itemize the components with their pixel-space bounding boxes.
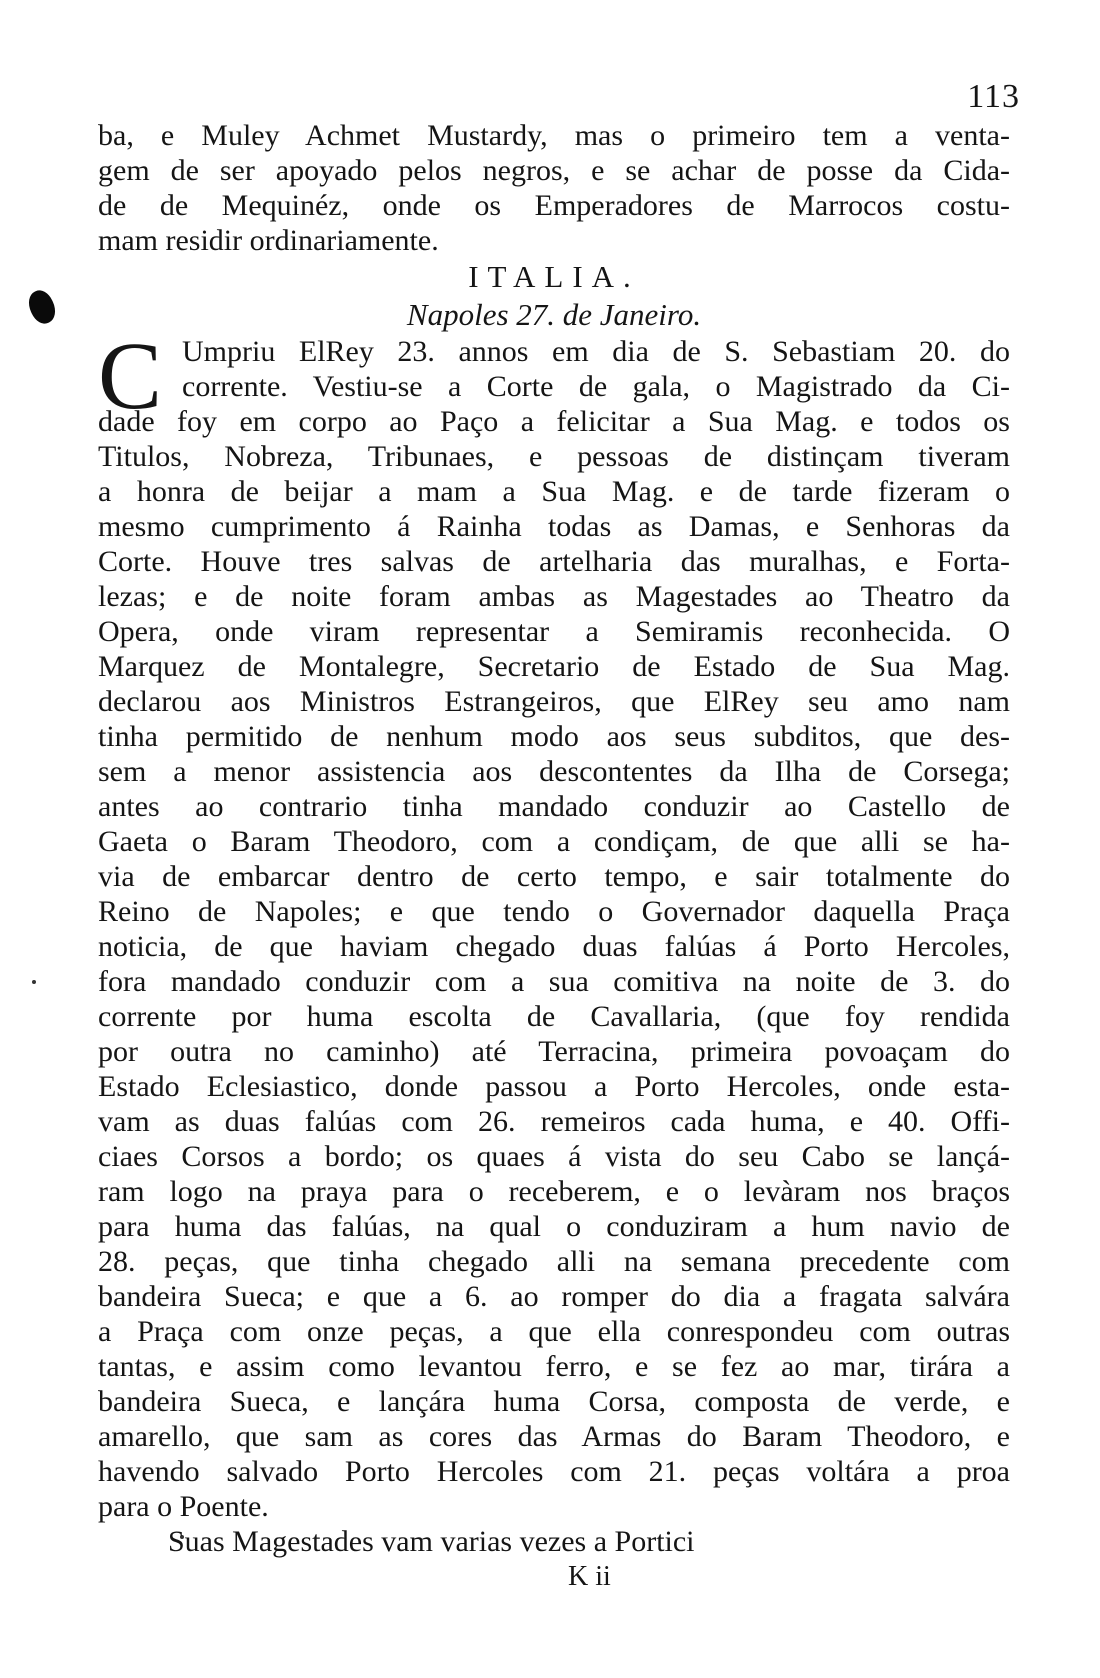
text-line: Titulos, Nobreza, Tribunaes, e pessoas de distinçam tiveram: [98, 440, 1010, 473]
text-line: de de Mequinéz, onde os Emperadores de Marrocos costu-: [98, 189, 1010, 222]
text-line: Marquez de Montalegre, Secretario de Estado de Sua Mag.: [98, 650, 1010, 683]
text-line: bandeira Sueca; e que a 6. ao romper do dia a fragata salvára: [98, 1280, 1010, 1313]
text-line: tantas, e assim como levantou ferro, e se fez ao mar, tirára a: [98, 1350, 1010, 1383]
text-line: 28. peças, que tinha chegado alli na semana precedente com: [98, 1245, 1010, 1278]
text-line: ciaes Corsos a bordo; os quaes á vista do seu Cabo se lançá-: [98, 1140, 1010, 1173]
text-line: para o Poente.: [98, 1490, 269, 1523]
text-line: tinha permitido de nenhum modo aos seus subditos, que des-: [98, 720, 1010, 753]
text-line: mam residir ordinariamente.: [98, 224, 439, 257]
text-line: Gaeta o Baram Theodoro, com a condiçam, de que alli se ha-: [98, 825, 1010, 858]
text-line: havendo salvado Porto Hercoles com 21. peças voltára a proa: [98, 1455, 1010, 1488]
text-line: Estado Eclesiastico, donde passou a Porto Hercoles, onde esta-: [98, 1070, 1010, 1103]
text-line: declarou aos Ministros Estrangeiros, que ElRey seu amo nam: [98, 685, 1010, 718]
text-line: dade foy em corpo ao Paço a felicitar a Sua Mag. e todos os: [98, 405, 1010, 438]
text-line: noticia, de que haviam chegado duas falúas á Porto Hercoles,: [98, 930, 1010, 963]
text-line: Corte. Houve tres salvas de artelharia das muralhas, e Forta-: [98, 545, 1010, 578]
page-number: 113: [967, 78, 1020, 115]
text-line: corrente. Vestiu-se a Corte de gala, o Magistrado da Ci-: [182, 370, 1010, 403]
ink-dot: [32, 980, 36, 984]
text-line: por outra no caminho) até Terracina, primeira povoaçam do: [98, 1035, 1010, 1068]
text-line: vam as duas falúas com 26. remeiros cada huma, e 40. Offi-: [98, 1105, 1010, 1138]
text-line: a Praça com onze peças, a que ella conrespondeu com outras: [98, 1315, 1010, 1348]
text-line: lezas; e de noite foram ambas as Magestades ao Theatro da: [98, 580, 1010, 613]
text-line: gem de ser apoyado pelos negros, e se achar de posse da Cida-: [98, 154, 1010, 187]
dateline: Napoles 27. de Janeiro.: [406, 297, 702, 332]
text-line: via de embarcar dentro de certo tempo, e sair totalmente do: [98, 860, 1010, 893]
text-line: mesmo cumprimento á Rainha todas as Damas, e Senhoras da: [98, 510, 1010, 543]
text-line: corrente por huma escolta de Cavallaria, (que foy rendida: [98, 1000, 1010, 1033]
text-line: a honra de beijar a mam a Sua Mag. e de tarde fizeram o: [98, 475, 1010, 508]
page-body: [98, 118, 1010, 1595]
text-line: bandeira Sueca, e lançára huma Corsa, composta de verde, e: [98, 1385, 1010, 1418]
signature-mark: K ii: [568, 1561, 611, 1592]
text-line: Opera, onde viram representar a Semiramis reconhecida. O: [98, 615, 1010, 648]
text-line-final: Suas Magestades vam varias vezes a Portici: [168, 1525, 695, 1558]
text-line: antes ao contrario tinha mandado conduzir ao Castello de: [98, 790, 1010, 823]
section-heading: ITALIA.: [468, 259, 640, 294]
drop-cap: C: [98, 322, 163, 429]
paragraph-morocco: [98, 118, 1010, 258]
text-line: Umpriu ElRey 23. annos em dia de S. Sebastiam 20. do: [182, 335, 1010, 368]
text-line: amarello, que sam as cores das Armas do Baram Theodoro, e: [98, 1420, 1010, 1453]
text-line: ba, e Muley Achmet Mustardy, mas o primeiro tem a venta-: [98, 119, 1010, 152]
text-line: fora mandado conduzir com a sua comitiva na noite de 3. do: [98, 965, 1010, 998]
ink-blot: [24, 287, 60, 328]
text-line: para huma das falúas, na qual o conduziram a hum navio de: [98, 1210, 1010, 1243]
text-line: ram logo na praya para o receberem, e o levàram nos braços: [98, 1175, 1010, 1208]
text-line: Reino de Napoles; e que tendo o Governador daquella Praça: [98, 895, 1010, 928]
text-line: sem a menor assistencia aos descontentes da Ilha de Corsega;: [98, 755, 1010, 788]
paragraph-italia: [98, 322, 1010, 1524]
